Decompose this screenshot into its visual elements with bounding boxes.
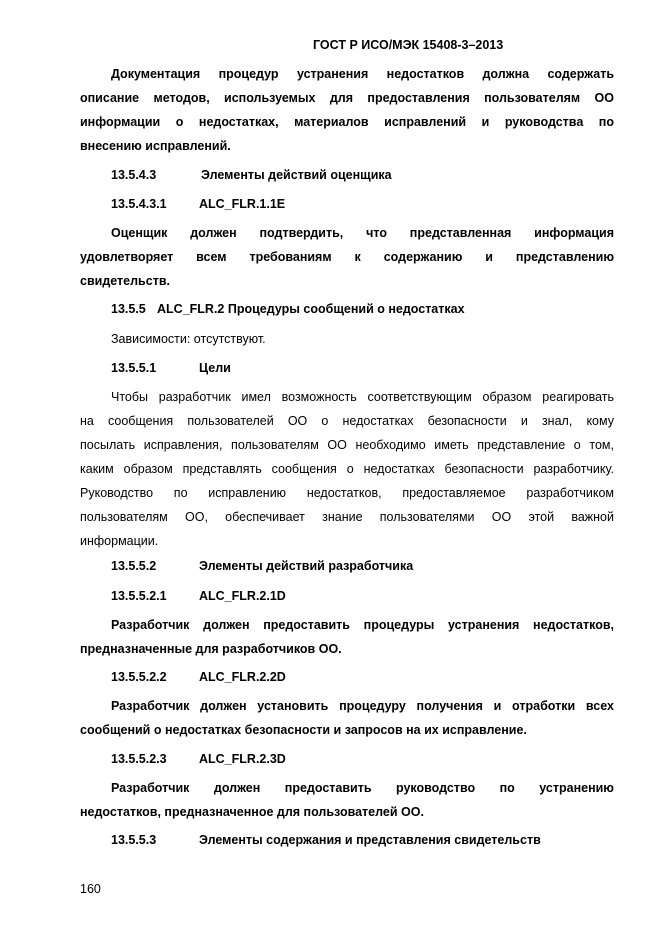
text-line: свидетельств. bbox=[80, 274, 170, 288]
section-number: 13.5.5.2 bbox=[111, 559, 157, 573]
text-line: Разработчик должен установить процедуру получения и отработки всех bbox=[111, 699, 614, 713]
section-heading-13-5-4-3-1 bbox=[111, 196, 285, 212]
text-line: на сообщения пользователей ОО о недостатках безопасности и знал, кому bbox=[80, 414, 614, 428]
section-number: 13.5.5.1 bbox=[111, 361, 157, 375]
section-number: 13.5.5.2.2 bbox=[111, 670, 167, 684]
text-line: сообщений о недостатках безопасности и запросов на их исправление. bbox=[80, 723, 527, 737]
section-title: ALC_FLR.2.2D bbox=[199, 670, 286, 684]
section-title: Элементы действий разработчика bbox=[199, 559, 414, 573]
paragraph-developer-reports bbox=[80, 694, 614, 742]
section-number: 13.5.5 bbox=[111, 302, 146, 316]
text-line: Разработчик должен предоставить руководство по устранению bbox=[111, 781, 614, 795]
section-title: ALC_FLR.2.3D bbox=[199, 752, 286, 766]
section-heading-13-5-5-2 bbox=[111, 558, 413, 574]
text-line: каким образом представлять сообщения о недостатках безопасности разработчику. bbox=[80, 462, 614, 476]
section-heading-13-5-5 bbox=[111, 301, 465, 317]
text-line: Руководство по исправлению недостатков, предоставляемое разработчиком bbox=[80, 486, 614, 500]
section-heading-13-5-5-2-3 bbox=[111, 751, 286, 767]
text-line: посылать исправления, пользователям ОО необходимо иметь представление о том, bbox=[80, 438, 614, 452]
page-number: 160 bbox=[80, 882, 101, 896]
paragraph-developer-procedures bbox=[80, 613, 614, 661]
section-heading-13-5-5-1 bbox=[111, 360, 231, 376]
section-number: 13.5.5.3 bbox=[111, 833, 157, 847]
text-line: информации о недостатках, материалов исправлений и руководства по bbox=[80, 115, 614, 129]
text-line: Разработчик должен предоставить процедуры устранения недостатков, bbox=[111, 618, 614, 632]
text-line: удовлетворяет всем требованиям к содержанию и представлению bbox=[80, 250, 614, 264]
text-line: пользователям ОО, обеспечивает знание пользователями ОО этой важной bbox=[80, 510, 614, 524]
section-number: 13.5.5.2.1 bbox=[111, 589, 167, 603]
paragraph-developer-guidance bbox=[80, 776, 614, 824]
text-line: Чтобы разработчик имел возможность соответствующим образом реагировать bbox=[111, 390, 614, 404]
section-title: Цели bbox=[199, 361, 231, 375]
text-line: Документация процедур устранения недостатков должна содержать bbox=[111, 67, 614, 81]
text-line: Оценщик должен подтвердить, что представленная информация bbox=[111, 226, 614, 240]
section-title: Элементы содержания и представления свидетельств bbox=[199, 833, 541, 847]
section-heading-13-5-5-3 bbox=[111, 832, 541, 848]
dependencies-text: Зависимости: отсутствуют. bbox=[111, 332, 266, 346]
section-title: ALC_FLR.2.1D bbox=[199, 589, 286, 603]
section-heading-13-5-5-2-1 bbox=[111, 588, 286, 604]
section-number: 13.5.4.3.1 bbox=[111, 197, 167, 211]
section-title: ALC_FLR.1.1E bbox=[199, 197, 286, 211]
section-heading-13-5-4-3 bbox=[111, 167, 392, 183]
text-line: информации. bbox=[80, 534, 159, 548]
section-title: Элементы действий оценщика bbox=[201, 168, 392, 182]
text-line: недостатков, предназначенное для пользователей ОО. bbox=[80, 805, 424, 819]
paragraph-objectives bbox=[80, 385, 614, 553]
section-heading-13-5-5-2-2 bbox=[111, 669, 286, 685]
text-line: внесению исправлений. bbox=[80, 139, 231, 153]
paragraph-evaluator-confirm bbox=[80, 221, 614, 293]
document-header: ГОСТ Р ИСО/МЭК 15408-3–2013 bbox=[313, 38, 504, 52]
text-line: предназначенные для разработчиков ОО. bbox=[80, 642, 342, 656]
section-title: ALC_FLR.2 Процедуры сообщений о недостатках bbox=[157, 302, 465, 316]
section-number: 13.5.4.3 bbox=[111, 168, 157, 182]
section-number: 13.5.5.2.3 bbox=[111, 752, 167, 766]
text-line: описание методов, используемых для предоставления пользователям ОО bbox=[80, 91, 614, 105]
paragraph-flr1-documentation bbox=[80, 62, 614, 158]
